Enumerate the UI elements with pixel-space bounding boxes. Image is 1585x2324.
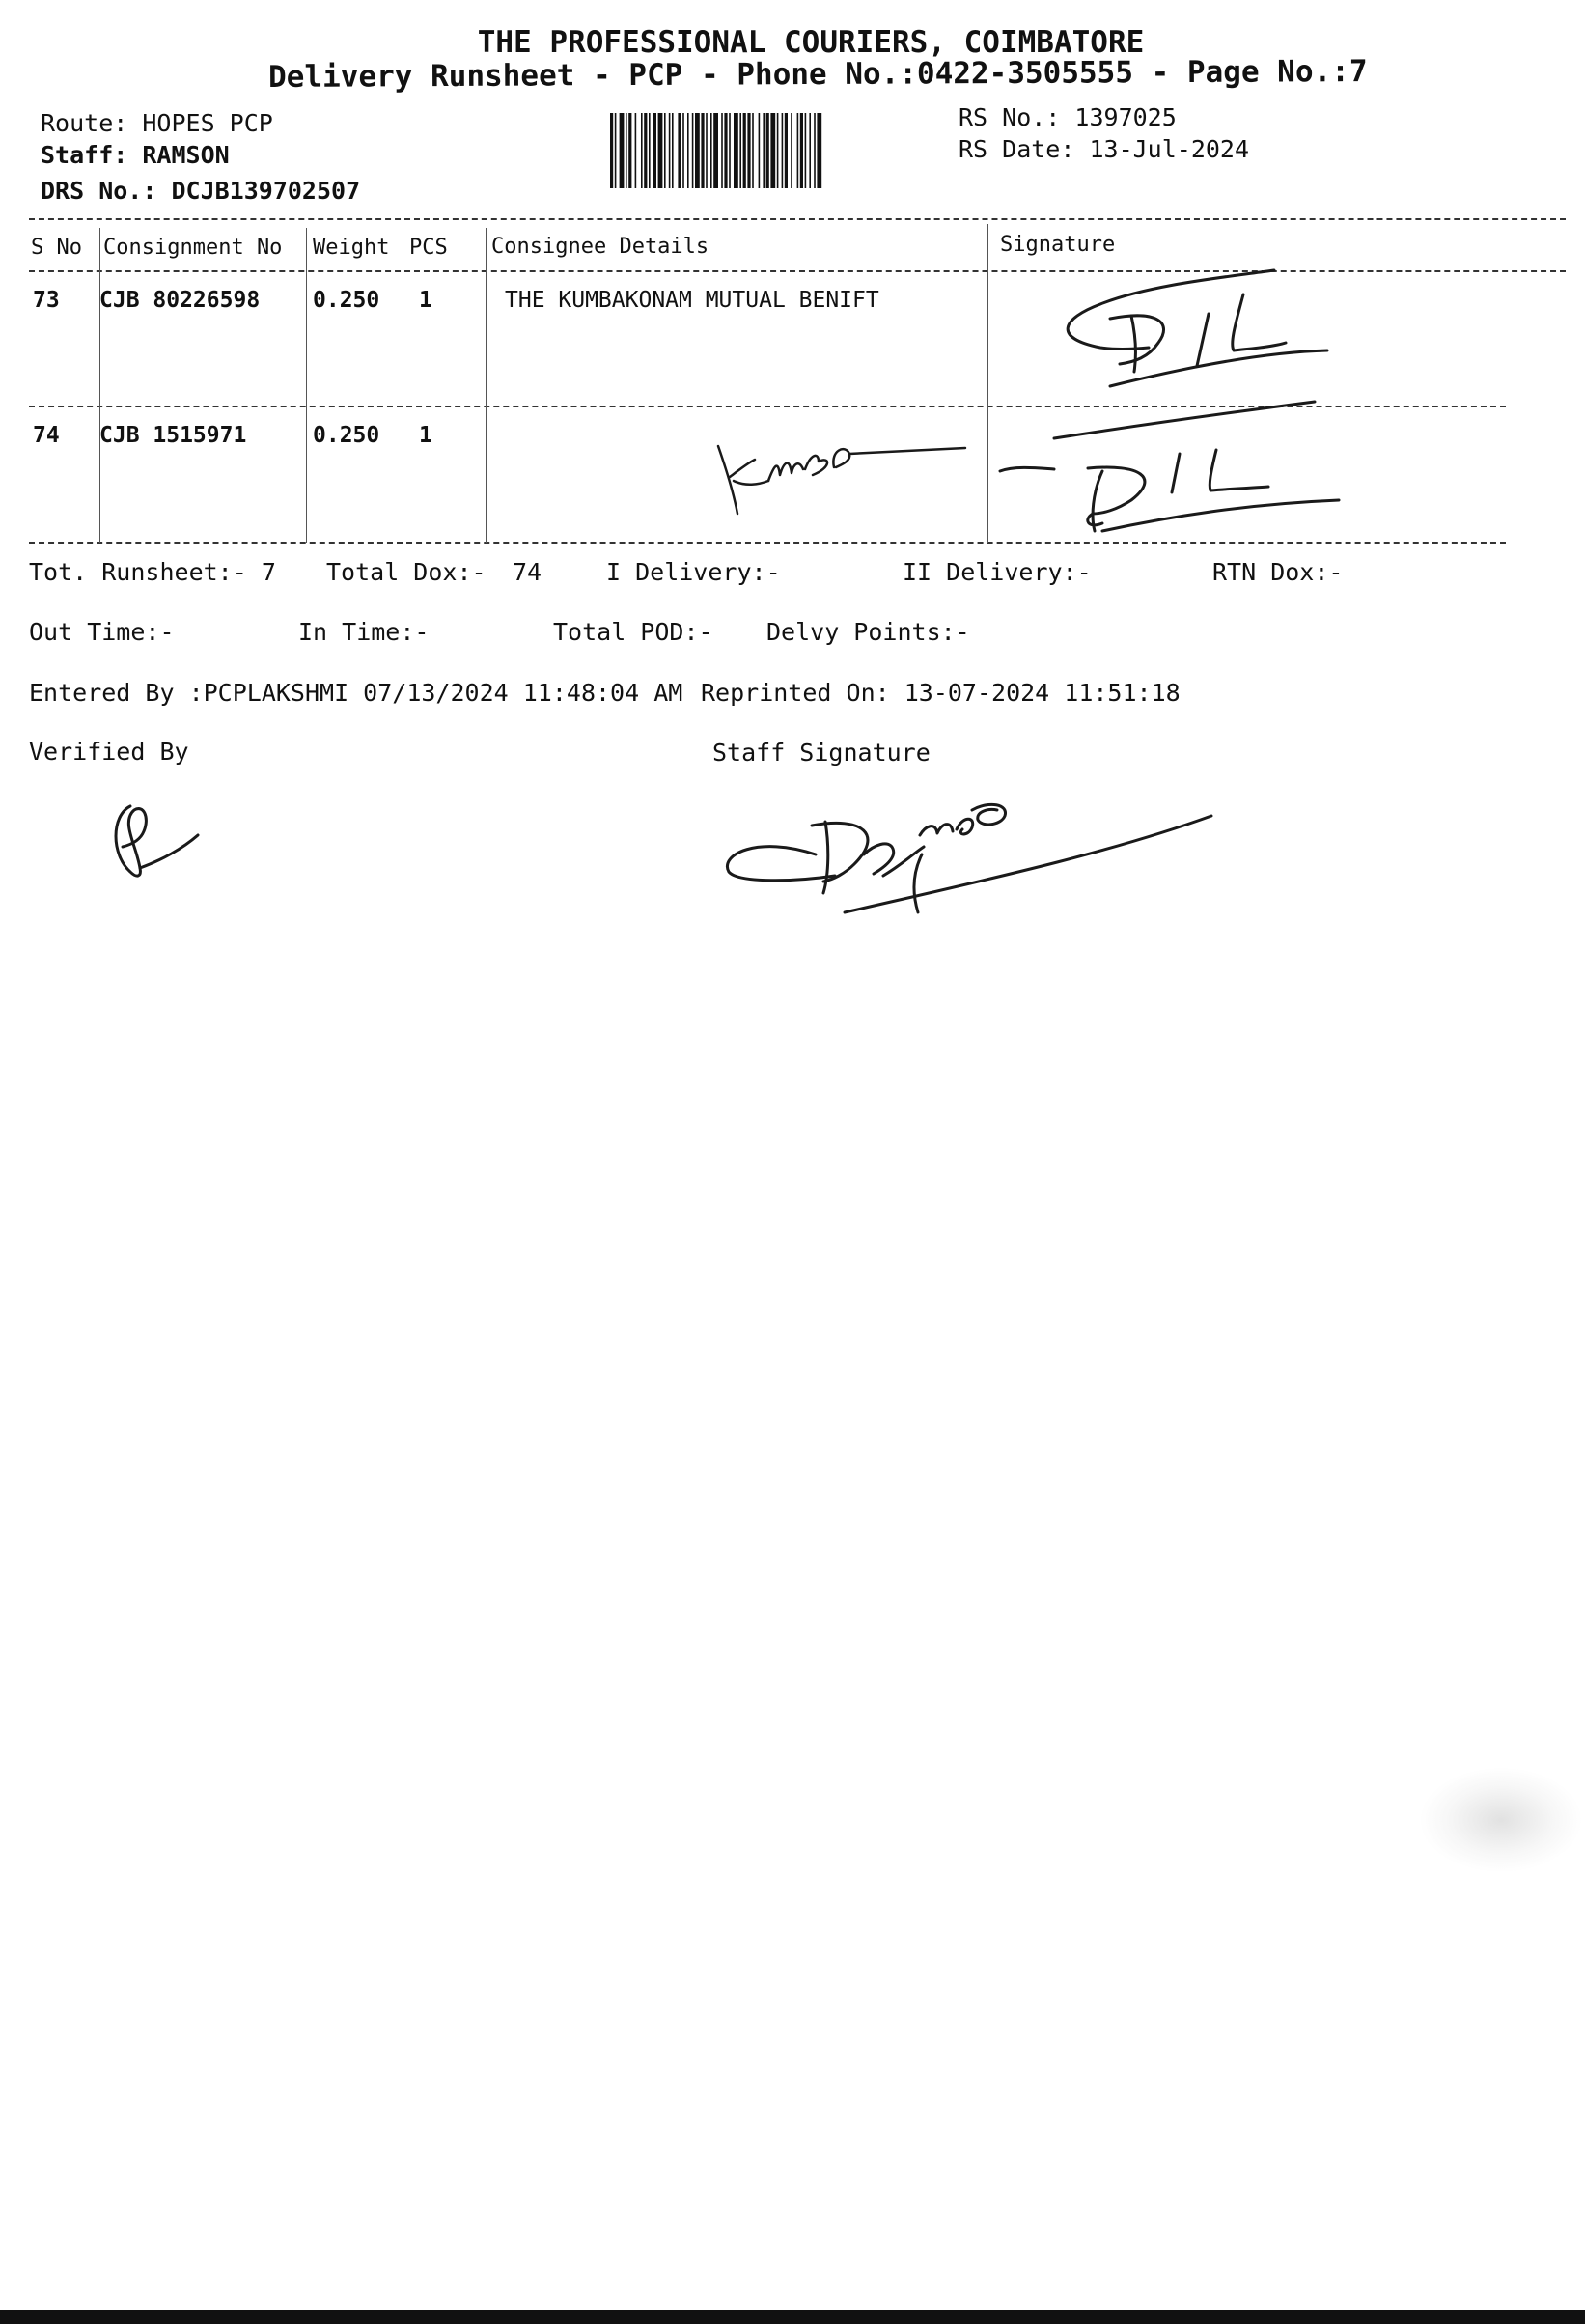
barcode-bar	[649, 113, 651, 188]
row-73-consignment: CJB 80226598	[99, 288, 261, 313]
total-pod: Total POD:-	[553, 618, 713, 646]
staff-signature-handwriting	[719, 787, 1221, 922]
route-label: Route: HOPES PCP	[41, 109, 273, 137]
row-74-signature-handwriting	[996, 396, 1344, 541]
row-73-s-no: 73	[33, 288, 60, 313]
barcode-bar	[610, 113, 613, 188]
barcode-bar	[752, 113, 754, 188]
row-74-weight: 0.250	[313, 423, 380, 448]
verified-by-label: Verified By	[29, 738, 189, 766]
barcode-bar	[682, 113, 684, 188]
barcode-bar	[628, 113, 631, 188]
barcode-bar	[729, 113, 731, 188]
ii-delivery: II Delivery:-	[903, 558, 1092, 586]
barcode-bar	[782, 113, 784, 188]
barcode-bar	[669, 113, 671, 188]
barcode-bar	[653, 113, 656, 188]
barcode-bar	[809, 113, 811, 188]
barcode-bar	[805, 113, 807, 188]
rs-date: RS Date: 13-Jul-2024	[959, 135, 1250, 163]
row-73-pcs: 1	[419, 288, 432, 313]
verified-by-initials	[101, 797, 208, 883]
staff-label: Staff:	[41, 141, 128, 169]
reprinted-on: Reprinted On: 13-07-2024 11:51:18	[701, 679, 1181, 707]
barcode-bar	[695, 113, 700, 188]
table-bottom-rule	[29, 542, 1506, 544]
barcode-bar	[641, 113, 643, 188]
barcode-bar	[739, 113, 741, 188]
barcode-bar	[706, 113, 708, 188]
drs-number: DRS No.: DCJB139702507	[41, 177, 361, 205]
barcode-bar	[759, 113, 761, 188]
barcode-bar	[635, 113, 637, 188]
barcode-bar	[747, 113, 750, 188]
total-dox-value: 74	[513, 558, 542, 586]
col-divider-1	[99, 228, 100, 543]
i-delivery: I Delivery:-	[606, 558, 781, 586]
row-73-signature-handwriting	[1043, 266, 1332, 391]
staff-value: RAMSON	[142, 141, 230, 169]
header-signature: Signature	[1000, 233, 1116, 257]
header-s-no: S No	[31, 236, 82, 260]
barcode-bar	[814, 113, 816, 188]
table-top-rule	[29, 218, 1566, 220]
staff-row	[41, 141, 230, 169]
rtn-dox: RTN Dox:-	[1212, 558, 1344, 586]
barcode-bar	[743, 113, 746, 188]
barcode-bar	[692, 113, 694, 188]
row-73-weight: 0.250	[313, 288, 380, 313]
delvy-points: Delvy Points:-	[766, 618, 970, 646]
scan-bottom-edge	[0, 2310, 1585, 2324]
company-title: THE PROFESSIONAL COURIERS, COIMBATORE	[477, 25, 1145, 60]
barcode-bar	[710, 113, 712, 188]
row-74-consignment: CJB 1515971	[99, 423, 247, 448]
staff-signature-label: Staff Signature	[712, 739, 931, 767]
barcode-bar	[800, 113, 803, 188]
barcode-bar	[734, 113, 738, 188]
row-74-consignee-handwriting	[705, 425, 985, 521]
barcode-bar	[687, 113, 689, 188]
entered-by: Entered By :PCPLAKSHMI 07/13/2024 11:48:04 AM	[29, 679, 683, 707]
total-dox-label: Total Dox:-	[326, 558, 487, 586]
header-weight: Weight	[313, 236, 390, 260]
barcode-bar	[658, 113, 663, 188]
barcode-bar	[713, 113, 718, 188]
barcode-bar	[766, 113, 769, 188]
rs-number: RS No.: 1397025	[959, 103, 1177, 131]
out-time: Out Time:-	[29, 618, 175, 646]
barcode-bar	[763, 113, 765, 188]
row-73-consignee: THE KUMBAKONAM MUTUAL BENIFT	[505, 288, 879, 313]
col-divider-4	[987, 224, 988, 543]
scan-smudge	[1419, 1767, 1583, 1873]
barcode-bar	[770, 113, 775, 188]
header-consignment-no: Consignment No	[103, 236, 283, 260]
barcode-bar	[785, 113, 788, 188]
runsheet-subtitle: Delivery Runsheet - PCP - Phone No.:0422-3505555 - Page No.:7	[268, 54, 1368, 95]
barcode	[610, 113, 931, 188]
barcode-bar	[721, 113, 723, 188]
barcode-bar	[644, 113, 647, 188]
barcode-bar	[672, 113, 674, 188]
barcode-bar	[724, 113, 727, 188]
barcode-bar	[777, 113, 779, 188]
barcode-bar	[701, 113, 704, 188]
row-74-pcs: 1	[419, 423, 432, 448]
barcode-bar	[678, 113, 681, 188]
col-divider-2	[306, 228, 307, 543]
barcode-bar	[797, 113, 799, 188]
barcode-bar	[620, 113, 625, 188]
barcode-bar	[817, 113, 821, 188]
barcode-bar	[615, 113, 617, 188]
in-time: In Time:-	[298, 618, 430, 646]
col-divider-3	[486, 228, 487, 543]
table-header-rule	[29, 270, 1566, 272]
tot-runsheet: Tot. Runsheet:- 7	[29, 558, 276, 586]
header-pcs: PCS	[409, 236, 448, 260]
barcode-bar	[664, 113, 666, 188]
barcode-bar	[791, 113, 792, 188]
row-74-s-no: 74	[33, 423, 60, 448]
header-consignee-details: Consignee Details	[491, 235, 709, 259]
barcode-bar	[626, 113, 627, 188]
